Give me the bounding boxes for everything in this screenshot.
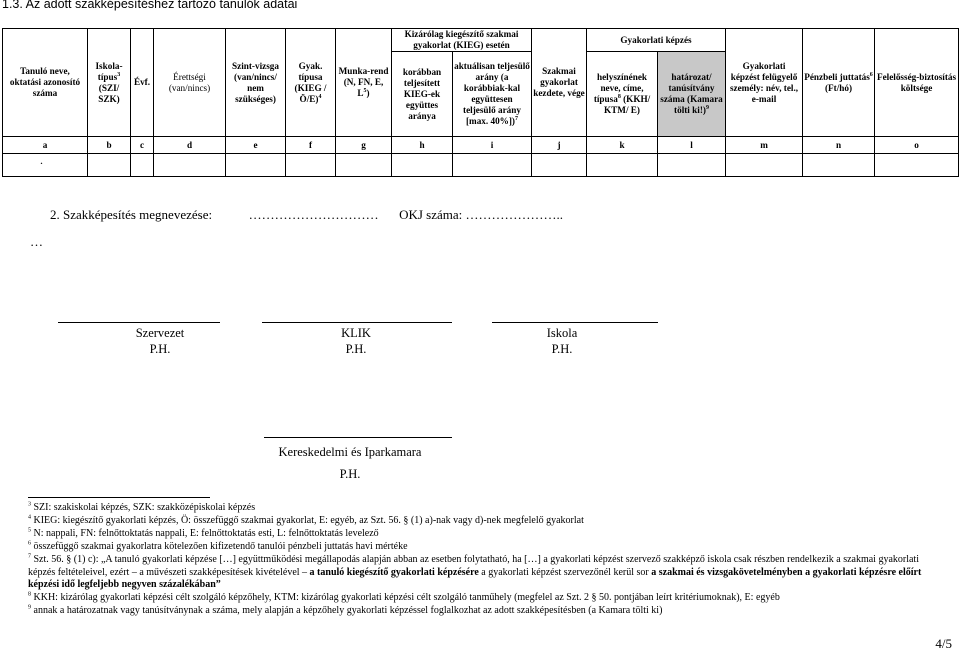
letter-cell: h bbox=[392, 137, 453, 154]
signature-block-iskola: Iskola P.H. bbox=[546, 326, 578, 356]
letter-cell: b bbox=[88, 137, 131, 154]
header-col-f: Gyak. típusa (KIEG /Ö/E)$^4$ bbox=[286, 29, 336, 137]
letter-cell: g bbox=[336, 137, 392, 154]
footnote-3: $^3$ SZI: szakiskolai képzés, SZK: szakközépiskolai képzés bbox=[28, 501, 256, 513]
header-col-j: Szakmai gyakorlat kezdete, vége bbox=[532, 29, 587, 137]
signature-block-szervezet: Szervezet P.H. bbox=[135, 326, 185, 356]
data-cell[interactable] bbox=[453, 154, 532, 177]
header-col-o: Felelősség-biztosítás költsége bbox=[875, 29, 959, 137]
letter-cell: k bbox=[587, 137, 658, 154]
section-title: 1.3. Az adott szakképesítéshez tartozó tanulók adatai bbox=[2, 0, 298, 11]
letter-cell: n bbox=[803, 137, 875, 154]
data-cell[interactable] bbox=[131, 154, 154, 177]
data-cell[interactable] bbox=[532, 154, 587, 177]
data-cell[interactable] bbox=[875, 154, 959, 177]
page-number: 4/5 bbox=[935, 636, 952, 651]
letter-cell: f bbox=[286, 137, 336, 154]
footnote-separator bbox=[28, 497, 210, 498]
data-cell[interactable] bbox=[726, 154, 803, 177]
signature-line-iskola bbox=[492, 322, 658, 323]
header-col-m: Gyakorlati képzést felügyelő személy: név, tel., e-mail bbox=[726, 29, 803, 137]
data-cell[interactable] bbox=[587, 154, 658, 177]
data-cell[interactable] bbox=[226, 154, 286, 177]
footnote-7: $^7$ Szt. 56. § (1) c): „A tanuló gyakorlati képzése […] együttműködési megállapodás alapján abban az esetben folytatható, ha […] a gyakorlati képzést szervező szakképző iskola csak részben rendelkezik a szakmai gyakorlati képzés feltételeivel, ezért – a művészeti szakképesítések kivételével – a tanuló kiegészítő gyakorlati képzésére a gyakorlati képzést szervezőnél kerül sor a szakmai és vizsgakövetelményben a gyakorlati képzésre előírt képzési idő legfeljebb negyven százalékában” bbox=[28, 553, 922, 591]
letter-cell: d bbox=[154, 137, 226, 154]
header-col-a: Tanuló neve, oktatási azonosító száma bbox=[3, 29, 88, 137]
footnote-9: $^9$ annak a határozatnak vagy tanúsítványnak a száma, mely alapján a képzőhely gyakorlati képzéssel foglalkozhat az adott szakképesítésben (a Kamara tölti ki) bbox=[28, 604, 663, 617]
signature-line-kamara bbox=[264, 437, 452, 438]
header-col-b: Iskola-típus$^3$ (SZI/ SZK) bbox=[88, 29, 131, 137]
header-col-e: Szint-vizsga (van/nincs/ nem szükséges) bbox=[226, 29, 286, 137]
qualification-dots[interactable]: ………………………… bbox=[248, 207, 379, 222]
data-cell[interactable] bbox=[3, 154, 88, 177]
header-col-g: Munka-rend (N, FN, E, $L^5$) bbox=[336, 29, 392, 137]
footnote-6: $^6$ összefüggő szakmai gyakorlatra kötelezően kifizetendő tanulói pénzbeli juttatás havi mértéke bbox=[28, 540, 408, 552]
header-col-d: Érettségi (van/nincs) bbox=[154, 29, 226, 137]
data-cell[interactable] bbox=[286, 154, 336, 177]
letter-cell: c bbox=[131, 137, 154, 154]
letter-cell: j bbox=[532, 137, 587, 154]
header-col-c: Évf. bbox=[131, 29, 154, 137]
okj-label: OKJ száma: bbox=[399, 207, 463, 222]
footnote-5: $^5$ N: nappali, FN: felnőttoktatás nappali, E: felnőttoktatás esti, L: felnőttoktatás levelező bbox=[28, 527, 379, 539]
data-cell[interactable] bbox=[336, 154, 392, 177]
qualification-label: 2. Szakképesítés megnevezése: bbox=[50, 207, 213, 222]
header-col-n: Pénzbeli juttatás$^6$ (Ft/hó) bbox=[803, 29, 875, 137]
header-group-kieg: Kizárólag kiegészítő szakmai gyakorlat (KIEG) esetén bbox=[392, 29, 532, 52]
signature-line-szervezet bbox=[58, 322, 220, 323]
data-cell[interactable] bbox=[154, 154, 226, 177]
letter-cell: e bbox=[226, 137, 286, 154]
letter-cell: i bbox=[453, 137, 532, 154]
data-cell[interactable] bbox=[658, 154, 726, 177]
students-table bbox=[2, 28, 959, 177]
footnotes bbox=[28, 502, 933, 618]
header-col-h: korábban teljesített KIEG-ek együttes aránya bbox=[392, 52, 453, 137]
data-cell[interactable] bbox=[88, 154, 131, 177]
signature-block-kamara: Kereskedelmi és Iparkamara P.H. bbox=[278, 445, 422, 481]
header-group-gyak: Gyakorlati képzés bbox=[587, 29, 726, 52]
empty-row-mark: . bbox=[40, 153, 43, 167]
qualification-continuation: … bbox=[30, 234, 43, 249]
signature-line-klik bbox=[262, 322, 452, 323]
okj-dots[interactable]: ………………….. bbox=[465, 207, 564, 222]
letter-cell: a bbox=[3, 137, 88, 154]
letter-cell: o bbox=[875, 137, 959, 154]
signature-block-klik: KLIK P.H. bbox=[341, 326, 371, 356]
qualification-line bbox=[50, 207, 563, 223]
data-cell[interactable] bbox=[803, 154, 875, 177]
header-col-i: aktuálisan teljesülő arány (a korábbiak-kal együttesen teljesülő arány [max. 40%])$^7$ bbox=[453, 52, 532, 137]
footnote-4: $^4$ KIEG: kiegészítő gyakorlati képzés, Ö: összefüggő szakmai gyakorlat, E: egyéb, az Szt. 56. § (1) a)-nak vagy d)-nek megfelelő gyakorlat bbox=[28, 514, 584, 526]
letter-cell: l bbox=[658, 137, 726, 154]
footnote-8: $^8$ KKH: kizárólag gyakorlati képzési célt szolgáló képzőhely, KTM: kizárólag gyakorlati képzési célt szolgáló tanműhely (megfelel az Szt. 2 § 50. pontjában leírt kritériumoknak), E: egyéb bbox=[28, 592, 780, 604]
data-cell[interactable] bbox=[392, 154, 453, 177]
letter-cell: m bbox=[726, 137, 803, 154]
header-col-l: határozat/ tanúsítvány száma (Kamara tölti ki!)$^9$ bbox=[658, 52, 726, 137]
header-col-k: helyszínének neve, címe, típusa$^8$ (KKH/ KTM/ E) bbox=[587, 52, 658, 137]
